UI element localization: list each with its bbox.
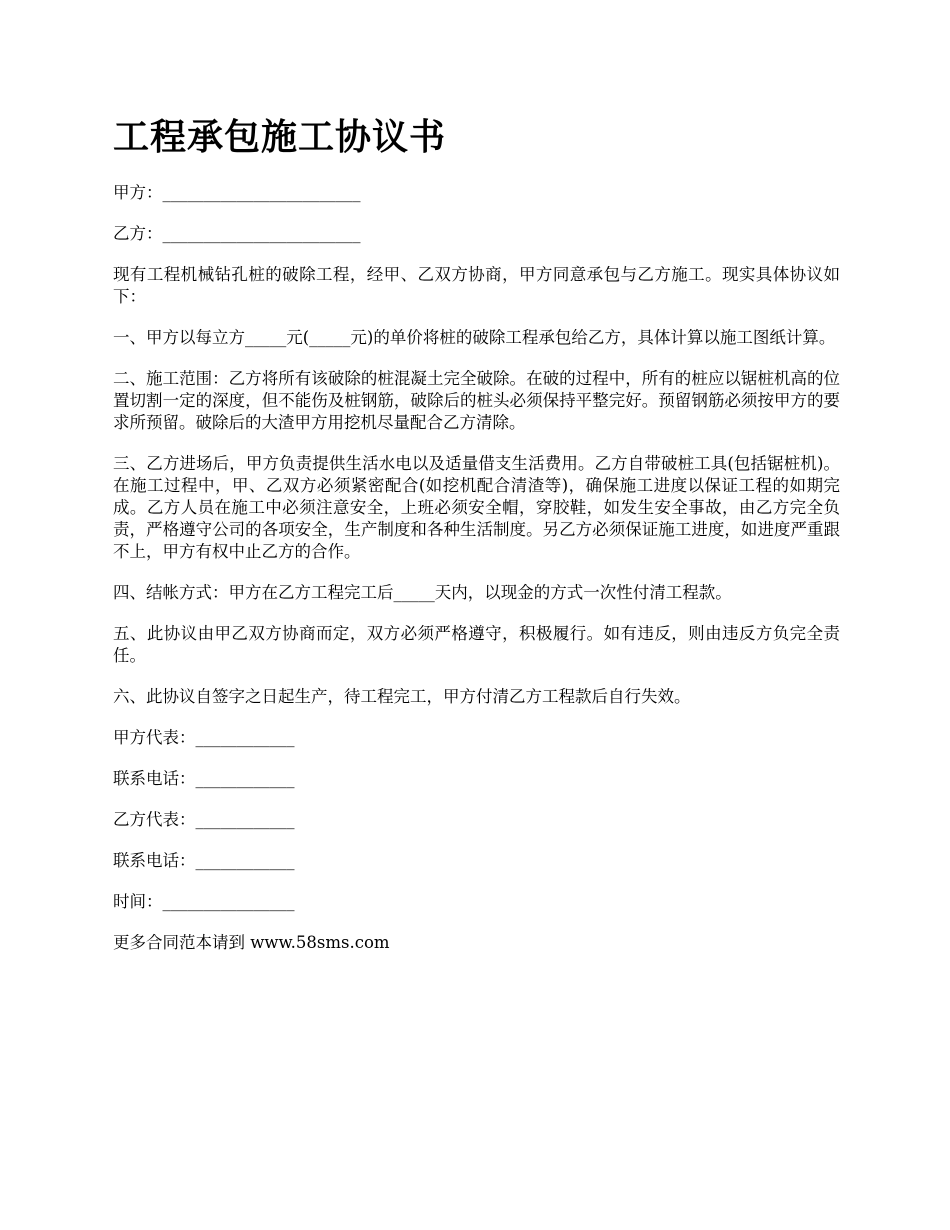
document-title: 工程承包施工协议书 (113, 116, 447, 158)
clause-6: 六、此协议自签字之日起生产，待工程完工，甲方付清乙方工程款后自行失效。 (113, 687, 691, 706)
party-b-phone-line: 联系电话：____________ (113, 851, 295, 870)
date-line: 时间：________________ (113, 892, 295, 911)
party-a-phone-line: 联系电话：____________ (113, 769, 295, 788)
intro-paragraph: 现有工程机械钻孔桩的破除工程，经甲、乙双方协商，甲方同意承包与乙方施工。现实具体协议如下： (113, 265, 840, 306)
clause-5: 五、此协议由甲乙双方协商而定，双方必须严格遵守，积极履行。如有违反，则由违反方负完全责任。 (113, 624, 840, 665)
clause-4: 四、结帐方式：甲方在乙方工程完工后_____天内，以现金的方式一次性付清工程款。 (113, 583, 732, 602)
clause-1: 一、甲方以每立方_____元(_____元)的单价将桩的破除工程承包给乙方，具体计算以施工图纸计算。 (113, 328, 836, 347)
party-a-representative-line: 甲方代表：____________ (113, 728, 295, 747)
document-page (113, 0, 840, 954)
party-b-line: 乙方：________________________ (113, 224, 361, 243)
clause-3: 三、乙方进场后，甲方负责提供生活水电以及适量借支生活费用。乙方自带破桩工具(包括锯桩机)。在施工过程中，甲、乙双方必须紧密配合(如挖机配合清渣等)，确保施工进度以保证工程的如期完成。乙方人员在施工中必须注意安全，上班必须安全帽，穿胶鞋，如发生安全事故，由乙方完全负责，严格遵守公司的各项安全，生产制度和各种生活制度。另乙方必须保证施工进度，如进度严重跟不上，甲方有权中止乙方的合作。 (113, 454, 840, 561)
party-b-representative-line: 乙方代表：____________ (113, 810, 295, 829)
clause-2: 二、施工范围：乙方将所有该破除的桩混凝土完全破除。在破的过程中，所有的桩应以锯桩机高的位置切割一定的深度，但不能伤及桩钢筋，破除后的桩头必须保持平整完好。预留钢筋必须按甲方的要求所预留。破除后的大渣甲方用挖机尽量配合乙方清除。 (113, 369, 840, 432)
party-a-line: 甲方：________________________ (113, 183, 361, 202)
footer-note: 更多合同范本请到 www.58sms.com (113, 933, 390, 952)
